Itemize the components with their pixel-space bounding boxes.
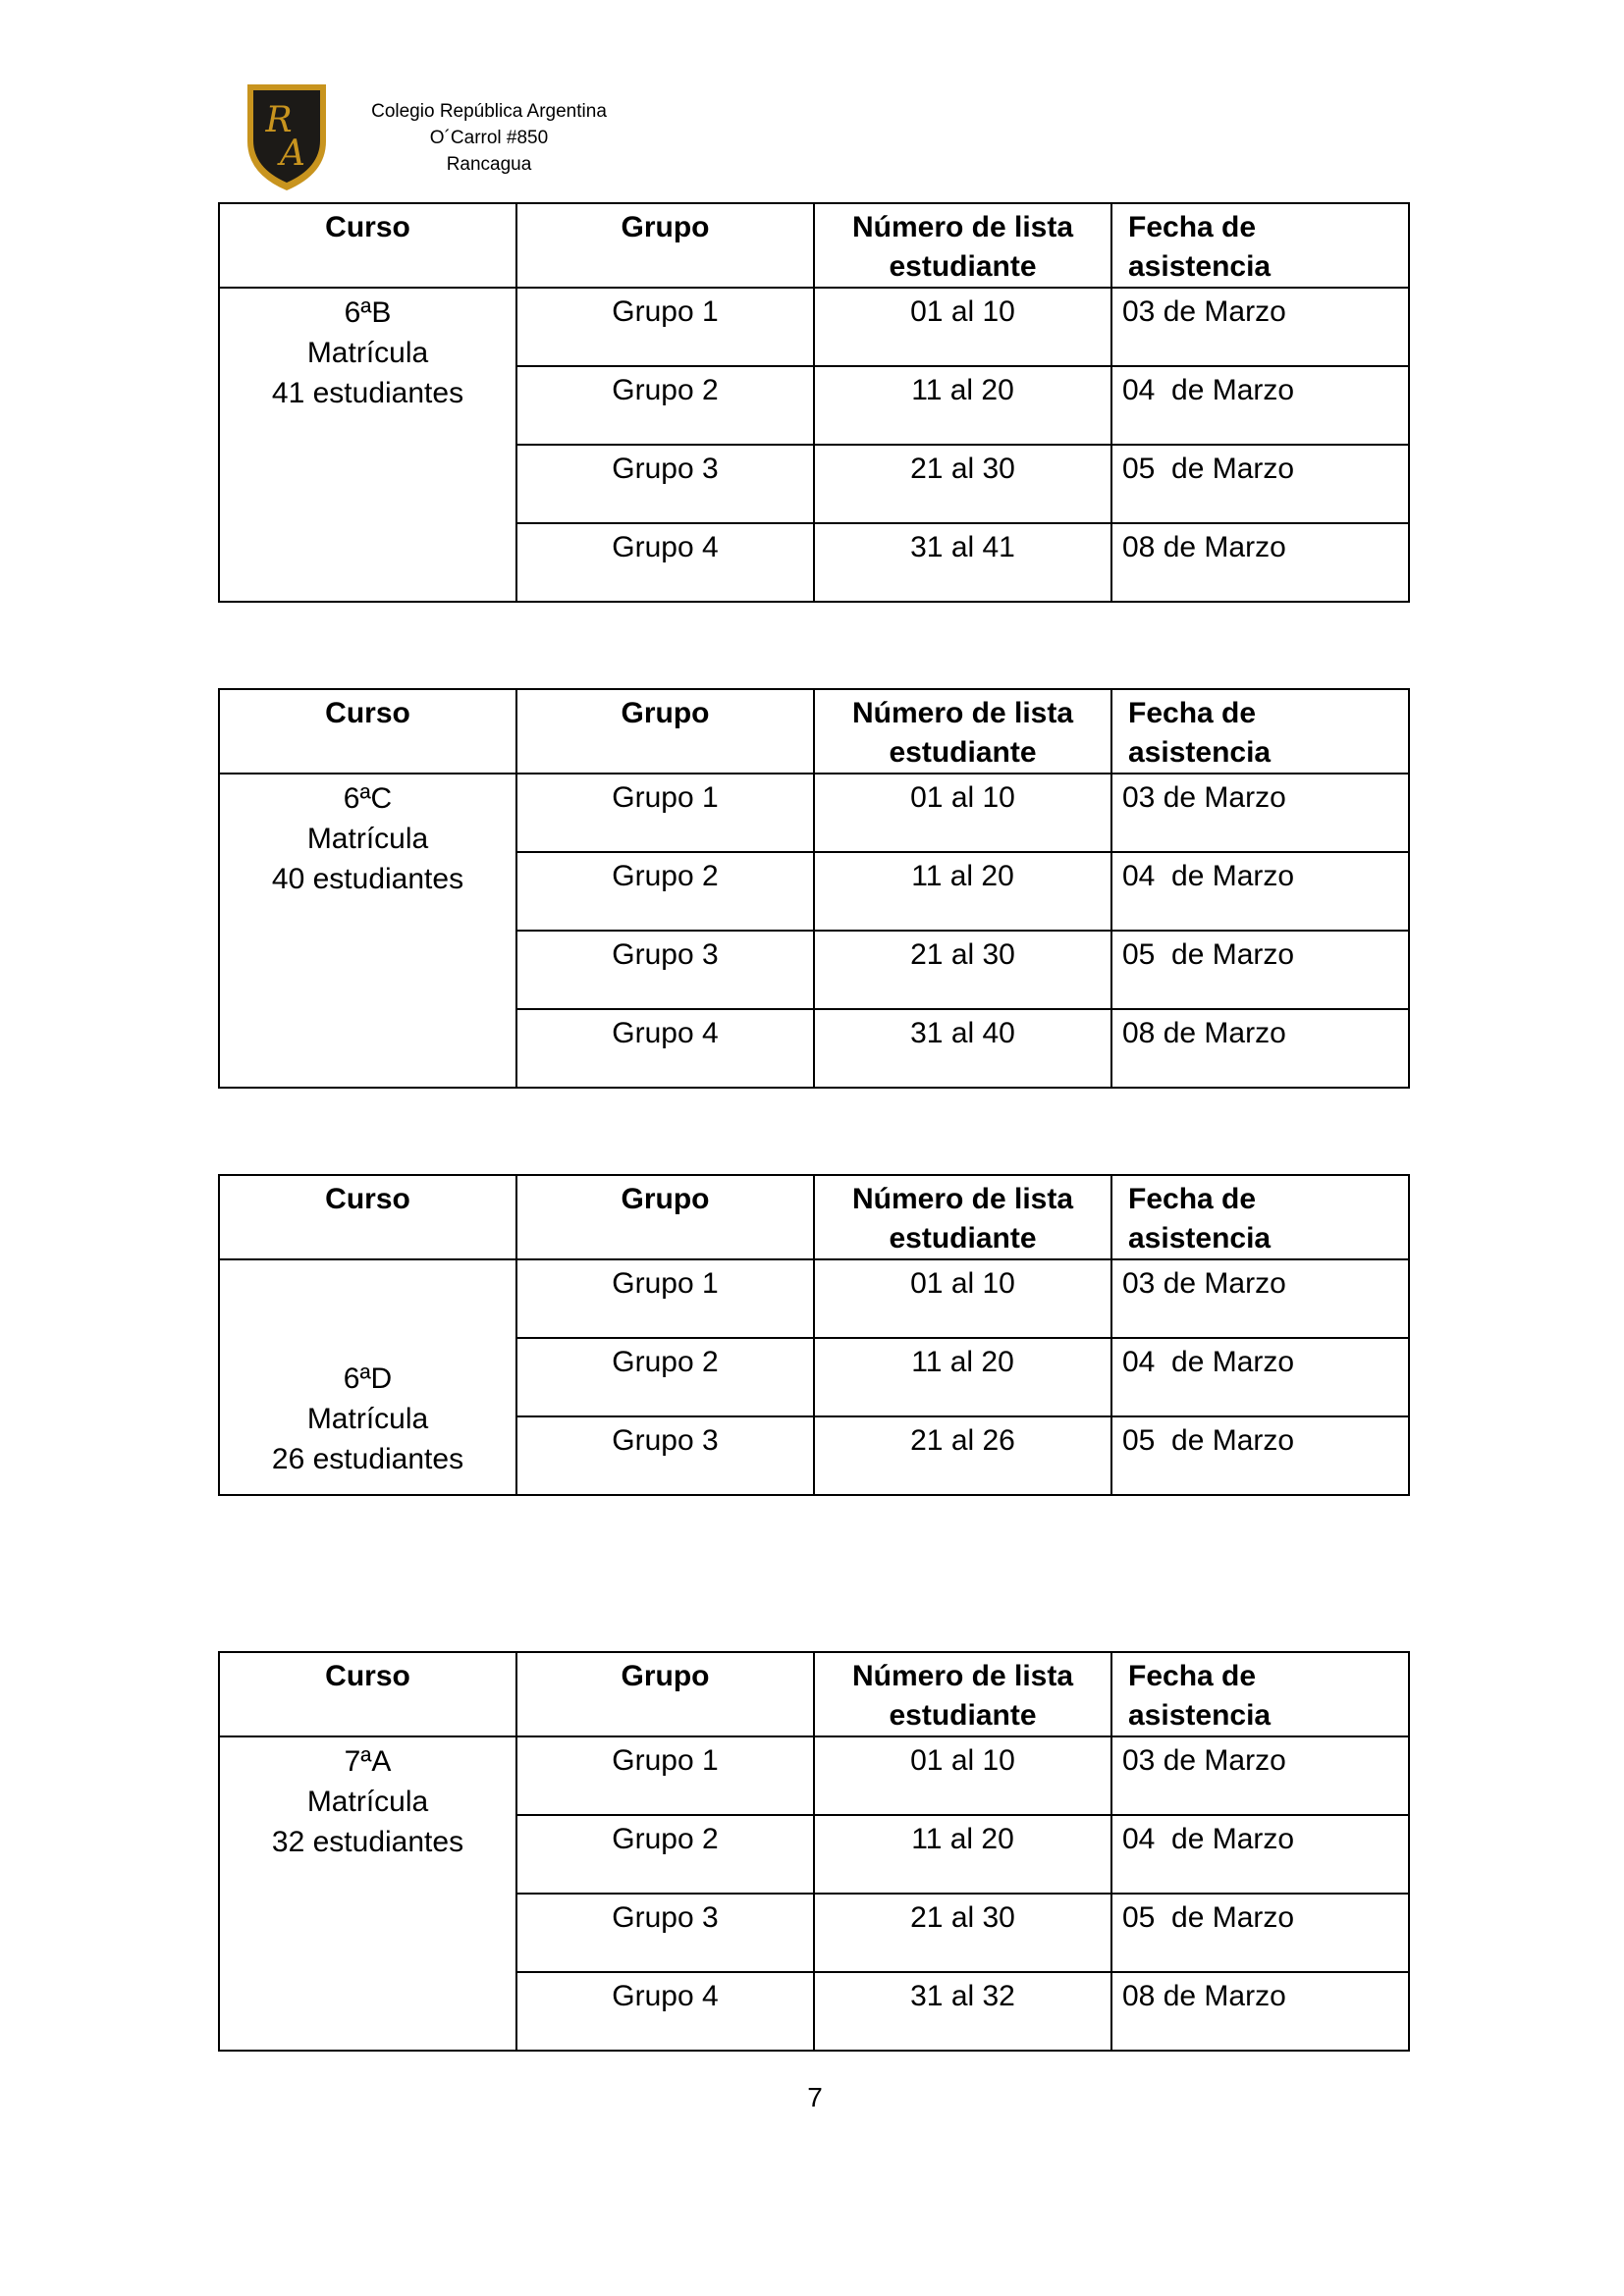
fecha-cell: 05 de Marzo (1111, 1894, 1409, 1972)
estudiantes-count: 26 estudiantes (271, 1443, 464, 1475)
fecha-cell: 03 de Marzo (1111, 1259, 1409, 1338)
svg-text:A: A (280, 133, 305, 174)
matricula-label: Matrícula (306, 823, 429, 855)
school-city: Rancagua (446, 154, 532, 175)
school-crest-logo (244, 80, 330, 193)
numero-cell: 11 al 20 (814, 1338, 1111, 1416)
fecha-cell: 03 de Marzo (1111, 288, 1409, 366)
curso-cell (219, 288, 516, 602)
table-row (219, 774, 1409, 852)
grupo-cell: Grupo 3 (516, 1416, 814, 1495)
curso-name: 7ªA (344, 1745, 392, 1778)
grupo-cell: Grupo 4 (516, 523, 814, 602)
numero-cell: 21 al 26 (814, 1416, 1111, 1495)
fecha-cell: 05 de Marzo (1111, 931, 1409, 1009)
header-grupo: Grupo (516, 1175, 814, 1259)
school-info (342, 98, 636, 178)
estudiantes-count: 41 estudiantes (271, 377, 464, 409)
fecha-cell: 04 de Marzo (1111, 366, 1409, 445)
estudiantes-count: 40 estudiantes (271, 863, 464, 895)
table-header-row (219, 689, 1409, 774)
numero-cell: 01 al 10 (814, 1736, 1111, 1815)
schedule-table-6d (218, 1174, 1410, 1496)
curso-name: 6ªD (343, 1362, 393, 1395)
letterhead (244, 80, 656, 193)
table-header-row (219, 203, 1409, 288)
estudiantes-count: 32 estudiantes (271, 1826, 464, 1858)
grupo-cell: Grupo 2 (516, 1338, 814, 1416)
header-curso: Curso (219, 1175, 516, 1259)
schedule-table-7a (218, 1651, 1410, 2052)
numero-cell: 31 al 40 (814, 1009, 1111, 1088)
page-number: 7 (807, 2082, 823, 2112)
fecha-cell: 04 de Marzo (1111, 1338, 1409, 1416)
grupo-cell: Grupo 3 (516, 931, 814, 1009)
fecha-cell: 04 de Marzo (1111, 1815, 1409, 1894)
grupo-cell: Grupo 1 (516, 288, 814, 366)
header-fecha: Fecha de asistencia (1111, 203, 1409, 288)
numero-cell: 01 al 10 (814, 774, 1111, 852)
curso-name: 6ªC (343, 782, 393, 815)
header-grupo: Grupo (516, 689, 814, 774)
grupo-cell: Grupo 2 (516, 1815, 814, 1894)
header-grupo: Grupo (516, 1652, 814, 1736)
grupo-cell: Grupo 3 (516, 445, 814, 523)
grupo-cell: Grupo 4 (516, 1972, 814, 2051)
header-grupo: Grupo (516, 203, 814, 288)
header-curso: Curso (219, 1652, 516, 1736)
curso-cell (219, 1736, 516, 2051)
numero-cell: 31 al 32 (814, 1972, 1111, 2051)
schedule-table-6c (218, 688, 1410, 1089)
grupo-cell: Grupo 2 (516, 852, 814, 931)
numero-cell: 11 al 20 (814, 852, 1111, 931)
school-address: O´Carrol #850 (429, 128, 549, 148)
fecha-cell: 08 de Marzo (1111, 1009, 1409, 1088)
matricula-label: Matrícula (306, 1403, 429, 1435)
table-row (219, 1736, 1409, 1815)
header-fecha: Fecha de asistencia (1111, 689, 1409, 774)
schedule-table-6b (218, 202, 1410, 603)
numero-cell: 31 al 41 (814, 523, 1111, 602)
header-curso: Curso (219, 689, 516, 774)
fecha-cell: 03 de Marzo (1111, 1736, 1409, 1815)
numero-cell: 11 al 20 (814, 1815, 1111, 1894)
table-row (219, 288, 1409, 366)
curso-name: 6ªB (344, 296, 392, 329)
numero-cell: 11 al 20 (814, 366, 1111, 445)
header-fecha: Fecha de asistencia (1111, 1652, 1409, 1736)
table-header-row (219, 1652, 1409, 1736)
curso-cell (219, 1259, 516, 1495)
matricula-label: Matrícula (306, 1786, 429, 1818)
grupo-cell: Grupo 3 (516, 1894, 814, 1972)
grupo-cell: Grupo 1 (516, 1259, 814, 1338)
numero-cell: 21 al 30 (814, 931, 1111, 1009)
curso-cell (219, 774, 516, 1088)
header-numero: Número de lista estudiante (814, 1175, 1111, 1259)
header-numero: Número de lista estudiante (814, 1652, 1111, 1736)
grupo-cell: Grupo 4 (516, 1009, 814, 1088)
grupo-cell: Grupo 1 (516, 1736, 814, 1815)
header-fecha: Fecha de asistencia (1111, 1175, 1409, 1259)
svg-text:R: R (265, 100, 293, 140)
fecha-cell: 08 de Marzo (1111, 1972, 1409, 2051)
grupo-cell: Grupo 2 (516, 366, 814, 445)
table-row (219, 1259, 1409, 1338)
fecha-cell: 08 de Marzo (1111, 523, 1409, 602)
fecha-cell: 05 de Marzo (1111, 445, 1409, 523)
fecha-cell: 05 de Marzo (1111, 1416, 1409, 1495)
header-curso: Curso (219, 203, 516, 288)
numero-cell: 01 al 10 (814, 1259, 1111, 1338)
fecha-cell: 04 de Marzo (1111, 852, 1409, 931)
numero-cell: 21 al 30 (814, 445, 1111, 523)
school-name: Colegio República Argentina (371, 101, 607, 122)
header-numero: Número de lista estudiante (814, 689, 1111, 774)
grupo-cell: Grupo 1 (516, 774, 814, 852)
numero-cell: 01 al 10 (814, 288, 1111, 366)
matricula-label: Matrícula (306, 337, 429, 369)
numero-cell: 21 al 30 (814, 1894, 1111, 1972)
table-header-row (219, 1175, 1409, 1259)
header-numero: Número de lista estudiante (814, 203, 1111, 288)
fecha-cell: 03 de Marzo (1111, 774, 1409, 852)
